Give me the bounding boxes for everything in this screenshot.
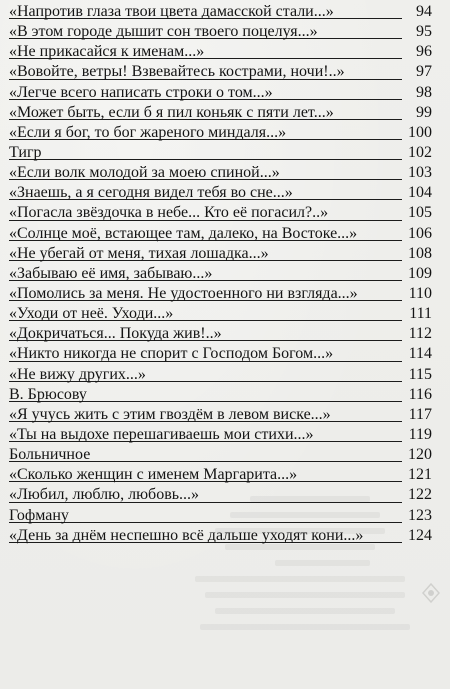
toc-entry bbox=[0, 365, 450, 385]
toc-entry-page-number: 124 bbox=[408, 526, 432, 544]
toc-entry-page-number: 94 bbox=[416, 3, 432, 20]
toc-entry-title: «Помолись за меня. Не удостоенного ни взгляда...» bbox=[9, 284, 358, 302]
table-of-contents bbox=[0, 2, 450, 546]
toc-entry bbox=[0, 324, 450, 344]
toc-entry bbox=[0, 22, 450, 42]
toc-entry-page-number: 103 bbox=[408, 164, 432, 182]
toc-entry bbox=[0, 405, 450, 425]
toc-entry-page-number: 108 bbox=[408, 244, 432, 262]
toc-entry bbox=[0, 445, 450, 465]
toc-entry-page-number: 117 bbox=[408, 405, 432, 423]
toc-entry-page-number: 119 bbox=[408, 425, 432, 443]
toc-entry-title: «Не убегай от меня, тихая лошадка...» bbox=[9, 244, 269, 262]
toc-entry-page-number: 120 bbox=[408, 446, 432, 464]
toc-entry-page-number: 100 bbox=[408, 123, 432, 141]
toc-entry bbox=[0, 244, 450, 264]
toc-entry-title: В. Брюсову bbox=[9, 385, 87, 403]
toc-entry-title: «Погасла звёздочка в небе... Кто её погасил?..» bbox=[9, 204, 329, 222]
toc-entry-title: «Любил, люблю, любовь...» bbox=[9, 486, 200, 504]
toc-entry bbox=[0, 143, 450, 163]
toc-entry-title: «Если я бог, то бог жареного миндаля...» bbox=[9, 123, 287, 141]
toc-entry-title: «Ты на выдохе перешагиваешь мои стихи...» bbox=[9, 425, 314, 443]
toc-entry-page-number: 111 bbox=[409, 305, 432, 323]
toc-entry-title: «Сколько женщин с именем Маргарита...» bbox=[9, 466, 298, 484]
toc-entry-title: «Знаешь, а я сегодня видел тебя во сне...» bbox=[9, 184, 293, 202]
toc-entry-page-number: 96 bbox=[416, 43, 432, 61]
toc-entry bbox=[0, 264, 450, 284]
toc-entry bbox=[0, 465, 450, 485]
toc-entry bbox=[0, 506, 450, 526]
toc-entry-page-number: 106 bbox=[408, 224, 432, 242]
toc-entry-title: «Никто никогда не спорит с Господом Богом...» bbox=[9, 345, 334, 363]
toc-entry-title: «Вовойте, ветры! Взвевайтесь кострами, ночи!..» bbox=[9, 63, 345, 81]
toc-entry-page-number: 112 bbox=[408, 325, 432, 343]
toc-entry bbox=[0, 304, 450, 324]
toc-entry-page-number: 116 bbox=[408, 385, 432, 403]
toc-entry-title: «Напротив глаза твои цвета дамасской стали...» bbox=[9, 3, 334, 20]
toc-entry-title: «Если волк молодой за моею спиной...» bbox=[9, 164, 280, 182]
toc-entry-page-number: 110 bbox=[408, 284, 432, 302]
toc-entry bbox=[0, 344, 450, 364]
toc-entry-page-number: 121 bbox=[408, 466, 432, 484]
toc-entry bbox=[0, 425, 450, 445]
toc-entry-page-number: 123 bbox=[408, 506, 432, 524]
toc-entry bbox=[0, 224, 450, 244]
toc-entry bbox=[0, 62, 450, 82]
toc-entry bbox=[0, 485, 450, 505]
toc-entry bbox=[0, 183, 450, 203]
toc-entry bbox=[0, 42, 450, 62]
toc-entry bbox=[0, 2, 450, 22]
toc-entry bbox=[0, 123, 450, 143]
toc-entry-page-number: 98 bbox=[416, 83, 432, 101]
toc-entry bbox=[0, 203, 450, 223]
publisher-mark-icon bbox=[420, 582, 442, 604]
toc-entry-title: Гофману bbox=[9, 506, 69, 524]
toc-entry-page-number: 95 bbox=[416, 23, 432, 41]
toc-entry-title: «Легче всего написать строки о том...» bbox=[9, 83, 273, 101]
toc-entry-title: «Забываю её имя, забываю...» bbox=[9, 264, 213, 282]
toc-entry-page-number: 105 bbox=[408, 204, 432, 222]
toc-entry-title: «Солнце моё, встающее там, далеко, на Востоке...» bbox=[9, 224, 358, 242]
toc-leader-line bbox=[9, 159, 402, 160]
toc-entry-page-number: 114 bbox=[408, 345, 432, 363]
toc-entry-title: «Я учусь жить с этим гвоздём в левом виске...» bbox=[9, 405, 331, 423]
toc-entry-title: «День за днём неспешно всё дальше уходят кони...» bbox=[9, 526, 364, 544]
toc-entry bbox=[0, 103, 450, 123]
toc-entry-title: «Докричаться... Покуда жив!..» bbox=[9, 325, 222, 343]
toc-entry-title: Тигр bbox=[9, 143, 42, 161]
toc-entry-page-number: 99 bbox=[416, 103, 432, 121]
toc-entry-page-number: 122 bbox=[408, 486, 432, 504]
toc-entry-page-number: 97 bbox=[416, 63, 432, 81]
toc-entry bbox=[0, 385, 450, 405]
toc-entry bbox=[0, 83, 450, 103]
toc-entry-page-number: 109 bbox=[408, 264, 432, 282]
toc-entry-title: «Не вижу других...» bbox=[9, 365, 146, 383]
toc-entry bbox=[0, 284, 450, 304]
toc-entry-title: «Не прикасайся к именам...» bbox=[9, 43, 205, 61]
toc-entry bbox=[0, 163, 450, 183]
toc-entry bbox=[0, 526, 450, 546]
toc-entry-title: «В этом городе дышит сон твоего поцелуя...» bbox=[9, 23, 318, 41]
toc-entry-title: «Уходи от неё. Уходи...» bbox=[9, 305, 174, 323]
toc-entry-title: «Может быть, если б я пил коньяк с пяти лет...» bbox=[9, 103, 334, 121]
toc-entry-page-number: 115 bbox=[408, 365, 432, 383]
toc-entry-page-number: 102 bbox=[408, 143, 432, 161]
toc-entry-title: Больничное bbox=[9, 446, 91, 464]
toc-entry-page-number: 104 bbox=[408, 184, 432, 202]
